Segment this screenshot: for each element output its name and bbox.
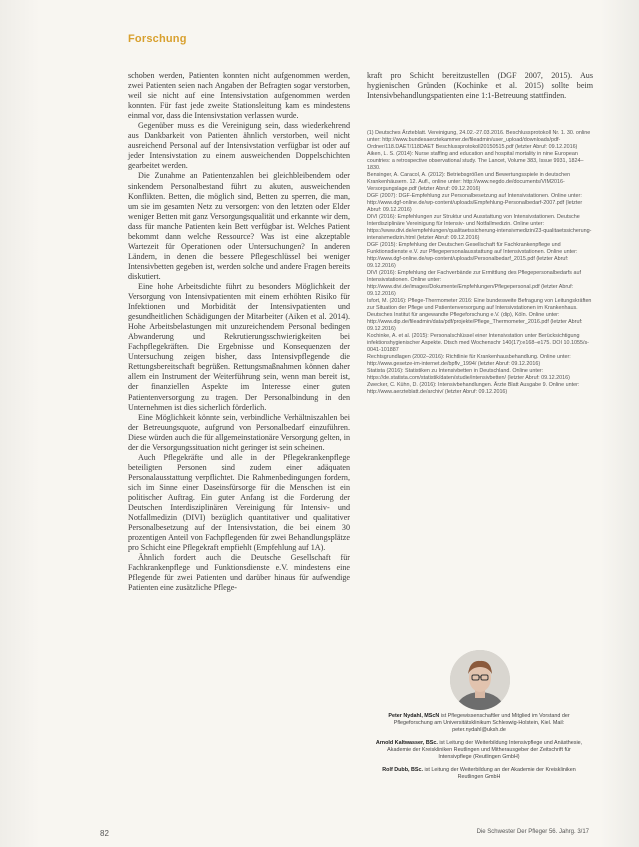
reference-item: Isfort, M. (2016): Pflege-Thermometer 2016: Eine bundesweite Befragung von Leitungskräften zur Situation der Pflege und Patientenversorgung auf Intensivstationen im Krankenhaus. Deutsches Institut für angewandte Pflegeforschung e.V. (dip), Köln. Online unter: http://www.dip.de/fileadmin/data/pdf/projekte/Pflege_Thermometer_2016.pdf (letzter Abruf: 09.12.2016)	[367, 298, 592, 332]
paragraph: Die Zunahme an Patientenzahlen bei gleichbleibendem oder sinkendem Personalbestand führt zu akuten, ausweichenden Konflikten. Betten, die möglich sind, Betten zu sperren, die man, um sie im gesamten Netz zu versorgen: von den letzten oder Elder weniger Betten mit ganz Versorgungsqualität und erkannte wir dem, dass für manche Patienten kein Bett verfügbar ist. Welches Patient bekommt dann welche Ressource? Was ist eine akzeptable Wartezeit für Operationen oder Untersuchungen? In anderen Ländern, in denen die bessere Pflegeschlüssel bei weniger Intensivbetten gegeben ist, werden solche und andere Fragen bereits diskutiert.	[128, 171, 350, 281]
paragraph: Eine Möglichkeit könnte sein, verbindliche Verhältniszahlen bei der Betreuungsquote, aufgrund von Personalbedarf einzuführen. Diese würden auch die für allgemeinstationäre Versorgung gelten, in der die Versorgungssituation nicht geringer ist sein scheinen.	[128, 412, 350, 452]
portrait-image	[450, 650, 510, 710]
footer-source: Die Schwester Der Pfleger 56. Jahrg. 3/17	[476, 829, 589, 835]
author-block	[372, 767, 586, 781]
paragraph: Eine hohe Arbeitsdichte führt zu besonders Möglichkeit der Versorgung von Intensivpatienten mit einem erhöhten Risiko für Infektionen und Morbidität der Intensivpatienten und gesundheitlichen Schädigungen der Mitarbeiter (Aiken et al. 2014). Hohe Arbeitsbelastungen mit unzureichendem Personal bedingen Abwanderung und Rekrutierungsschwierigkeiten bei Fachpflegekräften. Die Ergebnisse und Konsequenzen der Untersuchung zeigen bisher, dass Intensivpflegende die Rettungsbereitschaft begrüßen. Rettungsmaßnahmen können daher allem ein Instrument der Weiterführung sein, wenn man bereit ist, der finanziellen Aspekte im Interesse einer guten Patientenversorgung zu tragen. Der Personalbindung in den Unternehmen ist dies sicherlich förderlich.	[128, 281, 350, 412]
reference-item: (1) Deutsches Ärzteblatt. Vereinigung, 24.02.-27.03.2016. Beschlussprotokoll Nr. 1. 30. online unter: http://www.bundesaerztekammer.de/fileadmin/user_upload/downloads/pdf-Ordner/118.DAET/118DAET Beschlussprotokoll20150515.pdf (letzter Abruf: 09.12.2016)	[367, 130, 591, 150]
author-name: Rolf Dubb, BSc.	[382, 767, 425, 773]
reference-item: DGF (2015): Empfehlung der Deutschen Gesellschaft für Fachkrankenpflege und Funktionsdienste e.V. zur Pflegepersonalausstattung auf Intensivstationen. Online unter: http://www.dgf-online.de/wp-content/uploads/Personalbedarf_2015.pdf (letzter Abruf: 09.12.2016)	[367, 242, 578, 269]
author-description: ist Leitung der Weiterbildung an der Akademie der Kreiskliniken Reutlingen GmbH	[424, 767, 576, 780]
reference-item: DGF (2007): DGF-Empfehlung zur Personalbesetzung auf Intensivstationen. Online unter: http://www.dgf-online.de/wp-content/uploads/Empfehlung-Personalbedarf-2007.pdf (letzter Abruf: 09.12.2016)	[367, 193, 583, 213]
section-header: Forschung	[128, 33, 187, 45]
reference-item: Zwecker, C. Kühn, D. (2016): Intensivbehandlungen. Ärzte Blatt Ausgabe 9. Online unter: http://www.aerzteblatt.de/archiv/ (letzter Abruf: 09.12.2016)	[367, 382, 580, 395]
author-description: ist Pflegewissenschaftler und Mitglied im Vorstand der Pflegeforschung am Universitätsklinikum Schleswig-Holstein, Kiel. Mail: peter.nydahl@uksh.de	[393, 713, 570, 733]
reference-item: DIVI (2016): Empfehlung der Fachverbände zur Ermittlung des Pflegepersonalbedarfs auf Intensivstationen. Online unter: http://www.divi.de/images/Dokumente/Empfehlungen/Pflegepersonal.pdf (letzter Abruf: 09.12.2016)	[367, 270, 581, 297]
paragraph: kraft pro Schicht bereitzustellen (DGF 2007, 2015). Aus hygienischen Gründen (Kochinke et al. 2015) sollte beim Intensivbehandlungspatienten eine 1:1-Betreuung stattfinden.	[367, 71, 593, 101]
right-column-text	[367, 71, 593, 101]
author-block	[372, 740, 586, 761]
reference-item: Rechtsgrundlagen (2002–2016): Richtlinie für Krankenhausbehandlung. Online unter: http://www.gesetze-im-internet.de/bpflv_1994/ (letzter Abruf: 09.12.2016)	[367, 354, 571, 367]
paragraph: schoben werden, Patienten konnten nicht aufgenommen werden, zwei Patienten seien nach Angaben der Befragten sogar verstorben, weil sie nicht auf eine Intensivstation aufgenommen werden konnten. Für fast jede zweite Stationsleitung kam es mindestens einmal vor, dass die Intensivstation verlassen wurde.	[128, 71, 350, 121]
author-photo	[450, 650, 510, 710]
author-name: Arnold Kaltwasser, BSc.	[375, 740, 440, 746]
author-description: ist Leitung der Weiterbildung Intensivpflege und Anästhesie, Akademie der Kreiskliniken Reutlingen und Mitherausgeber der Zeitschrift für Intensivpflege (Reutlingen GmbH)	[387, 740, 583, 760]
reference-item: Bensinger, A. Caracol, A. (2012): Betriebsgrößen und Bewertungsspiele in deutschen Krankenhäusern. 12. Aufl., online unter: http://www.negdo.de/documents/VIM2016-Versorgungslage.pdf (letzter Abruf: 09.12.2016)	[367, 172, 571, 192]
author-block	[372, 713, 586, 734]
paragraph: Gegenüber muss es die Vereinigung sein, dass wiederkehrend aus Dankbarkeit von Patienten ähnlich verstorben, weil nicht ausreichend Personal auf der Intensivstation verfügbar ist oder auf jeder Intensivstation zu einem ausweichenden Doppelschichten gearbeitet werden.	[128, 121, 350, 171]
paragraph: Auch Pflegekräfte und alle in der Pflegekrankenpflege beteiligten Personen sind zudem einer adäquaten Personalausstattung verpflichtet. Die Rahmenbedingungen fordern, sich im Sinne einer Daseinsfürsorge für die Menschen ist ein politischer Auftrag. Ein guter Anfang ist die Forderung der Deutschen Interdisziplinären Vereinigung für Intensiv- und Notfallmedizin (DIVI) bezüglich quantitativer und qualitativer Personalbesetzung auf der Intensivstation, die bei einem 30 prozentigen Anteil von Fachpflegenden für zwei Behandlungsplätze pro Schicht eine Pflegekraft empfiehlt (Empfehlung auf 1A).	[128, 452, 350, 553]
reference-item: DIVI (2016): Empfehlungen zur Struktur und Ausstattung von Intensivstationen. Deutsche Interdisziplinäre Vereinigung für Intensiv- und Notfallmedizin. Online unter: https://www.divi.de/empfehlungen/qualitaetssicherung-intensivmedizin/23-qualitaetssicherung-intensivmedizin.html (letzter Abruf: 09.12.2016)	[367, 214, 592, 241]
author-info	[372, 713, 586, 787]
reference-item: Aiken, L. S. (2014): Nurse staffing and education and hospital mortality in nine European countries: a retrospective observational study. The Lancet, Volume 383, Issue 9931, 1824–1830.	[367, 151, 584, 171]
author-name: Peter Nydahl, MScN	[388, 713, 441, 719]
page-number: 82	[100, 829, 109, 838]
references-list	[367, 130, 593, 396]
reference-item: Statista (2016): Statistiken zu Intensivbetten in Deutschland. Online unter: https://de.statista.com/statistik/daten/studie/intensivbetten/ (letzter Abruf: 09.12.2016)	[367, 368, 570, 381]
reference-item: Kochinke, A. et al. (2015): Personalschlüssel einer Intensivstation unter Berücksichtigung infektionshygienischer Aspekte. Dtsch med Wochenschr 140(17):e168–e175. DOI 10.1055/s-0041-101887	[367, 333, 589, 353]
left-column	[128, 71, 350, 593]
paragraph: Ähnlich fordert auch die Deutsche Gesellschaft für Fachkrankenpflege und Funktionsdienste e.V. mindestens eine Pflegende für zwei Patienten und darüber hinaus für aufwendige Patienten eine zusätzliche Pflege-	[128, 553, 350, 593]
